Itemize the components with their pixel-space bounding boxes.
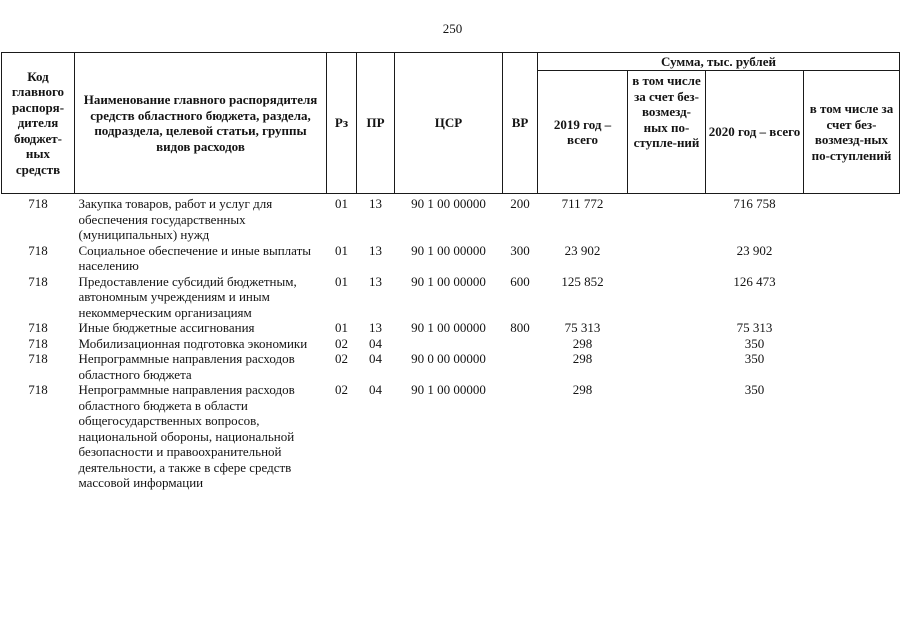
- cell-free-2020: [804, 336, 900, 352]
- cell-rz: 01: [335, 320, 348, 335]
- cell-code: 718: [28, 273, 48, 289]
- cell-free-2019: [628, 382, 706, 491]
- cell-free-2020: [804, 194, 900, 243]
- cell-sum-2019: 711 772: [561, 196, 604, 211]
- cell-rz: 02: [335, 351, 348, 366]
- cell-rz: 01: [335, 273, 348, 289]
- cell-sum-2020: 716 758: [733, 196, 776, 211]
- budget-table: [1, 52, 900, 491]
- cell-free-2019: [628, 274, 706, 321]
- cell-name: Закупка товаров, работ и услуг для обеспечения государственных (муниципальных) нужд: [78, 196, 273, 242]
- cell-csr: [395, 336, 503, 352]
- cell-sum-2019: 23 902: [564, 242, 601, 258]
- cell-free-2020: [804, 382, 900, 491]
- cell-vr: 200: [510, 196, 530, 211]
- cell-vr: [503, 351, 538, 382]
- cell-name: Мобилизационная подготовка экономики: [78, 335, 308, 351]
- cell-sum-2019: 298: [572, 382, 593, 397]
- cell-name: Предоставление субсидий бюджетным, автономным учреждениям и иным некоммерческим организациям: [78, 273, 297, 320]
- cell-code: 718: [28, 351, 48, 366]
- cell-sum-2020: 350: [744, 382, 765, 397]
- cell-free-2020: [804, 243, 900, 274]
- page-number: 250: [442, 21, 463, 36]
- table-row: [2, 382, 900, 491]
- header-2020-total: 2020 год – всего: [706, 71, 804, 194]
- cell-code: 718: [28, 320, 48, 335]
- header-vr: ВР: [503, 53, 538, 194]
- header-name: Наименование главного распорядителя средств областного бюджета, раздела, подраздела, целевой статьи, группы видов расходов: [75, 53, 327, 194]
- cell-vr: 800: [510, 320, 530, 335]
- cell-rz: 02: [335, 335, 348, 351]
- cell-name: Непрограммные направления расходов областного бюджета в области общегосударственных вопросов, национальной обороны, национальной безопасности и правоохранительной деятельности, а также в сфере средств массовой информации: [78, 382, 295, 490]
- cell-pr: 13: [369, 242, 382, 258]
- cell-csr: 90 1 00 00000: [411, 320, 486, 335]
- cell-code: 718: [28, 335, 48, 351]
- cell-pr: 13: [369, 196, 382, 211]
- table-row: [2, 336, 900, 352]
- cell-vr: 300: [510, 242, 530, 258]
- cell-sum-2019: 125 852: [561, 273, 604, 289]
- header-rz: Рз: [327, 53, 357, 194]
- cell-free-2019: [628, 194, 706, 243]
- cell-code: 718: [28, 242, 48, 258]
- cell-code: 718: [28, 196, 48, 211]
- cell-sum-2020: 75 313: [736, 320, 773, 335]
- cell-sum-2020: 350: [744, 335, 765, 351]
- table-row: [2, 274, 900, 321]
- cell-csr: 90 1 00 00000: [411, 196, 486, 211]
- header-2019-free: в том числе за счет без-возмезд-ных по-ступле-ний: [628, 71, 706, 194]
- cell-rz: 02: [335, 382, 348, 397]
- cell-sum-2020: 23 902: [736, 242, 773, 258]
- cell-free-2020: [804, 320, 900, 336]
- cell-pr: 13: [369, 273, 382, 289]
- cell-vr: 600: [510, 273, 530, 289]
- cell-csr: 90 1 00 00000: [411, 242, 486, 258]
- cell-free-2020: [804, 274, 900, 321]
- cell-free-2019: [628, 320, 706, 336]
- cell-free-2019: [628, 336, 706, 352]
- cell-free-2019: [628, 351, 706, 382]
- cell-code: 718: [28, 382, 48, 397]
- header-code: Код главного распоря-дителя бюджет-ных средств: [2, 53, 75, 194]
- cell-free-2020: [804, 351, 900, 382]
- header-2019-total: 2019 год – всего: [538, 71, 628, 194]
- cell-rz: 01: [335, 242, 348, 258]
- cell-pr: 04: [369, 335, 382, 351]
- cell-vr: [503, 336, 538, 352]
- cell-csr: 90 1 00 00000: [411, 273, 486, 289]
- table-row: [2, 194, 900, 243]
- header-sum: Сумма, тыс. рублей: [538, 53, 900, 71]
- cell-name: Иные бюджетные ассигнования: [78, 320, 255, 335]
- cell-rz: 01: [335, 196, 348, 211]
- cell-sum-2019: 298: [572, 335, 593, 351]
- cell-sum-2019: 75 313: [564, 320, 601, 335]
- table-row: [2, 320, 900, 336]
- cell-name: Социальное обеспечение и иные выплаты населению: [78, 242, 312, 273]
- table-row: [2, 351, 900, 382]
- cell-free-2019: [628, 243, 706, 274]
- cell-csr: 90 0 00 00000: [411, 351, 486, 366]
- cell-csr: 90 1 00 00000: [411, 382, 486, 397]
- header-2020-free: в том числе за счет без-возмезд-ных по-ступлений: [804, 71, 900, 194]
- table-row: [2, 243, 900, 274]
- cell-sum-2020: 350: [744, 351, 765, 366]
- header-pr: ПР: [357, 53, 395, 194]
- cell-pr: 13: [369, 320, 382, 335]
- cell-sum-2019: 298: [572, 351, 593, 366]
- cell-pr: 04: [369, 382, 382, 397]
- header-csr: ЦСР: [395, 53, 503, 194]
- cell-vr: [503, 382, 538, 491]
- cell-name: Непрограммные направления расходов областного бюджета: [78, 351, 295, 382]
- cell-sum-2020: 126 473: [733, 273, 776, 289]
- cell-pr: 04: [369, 351, 382, 366]
